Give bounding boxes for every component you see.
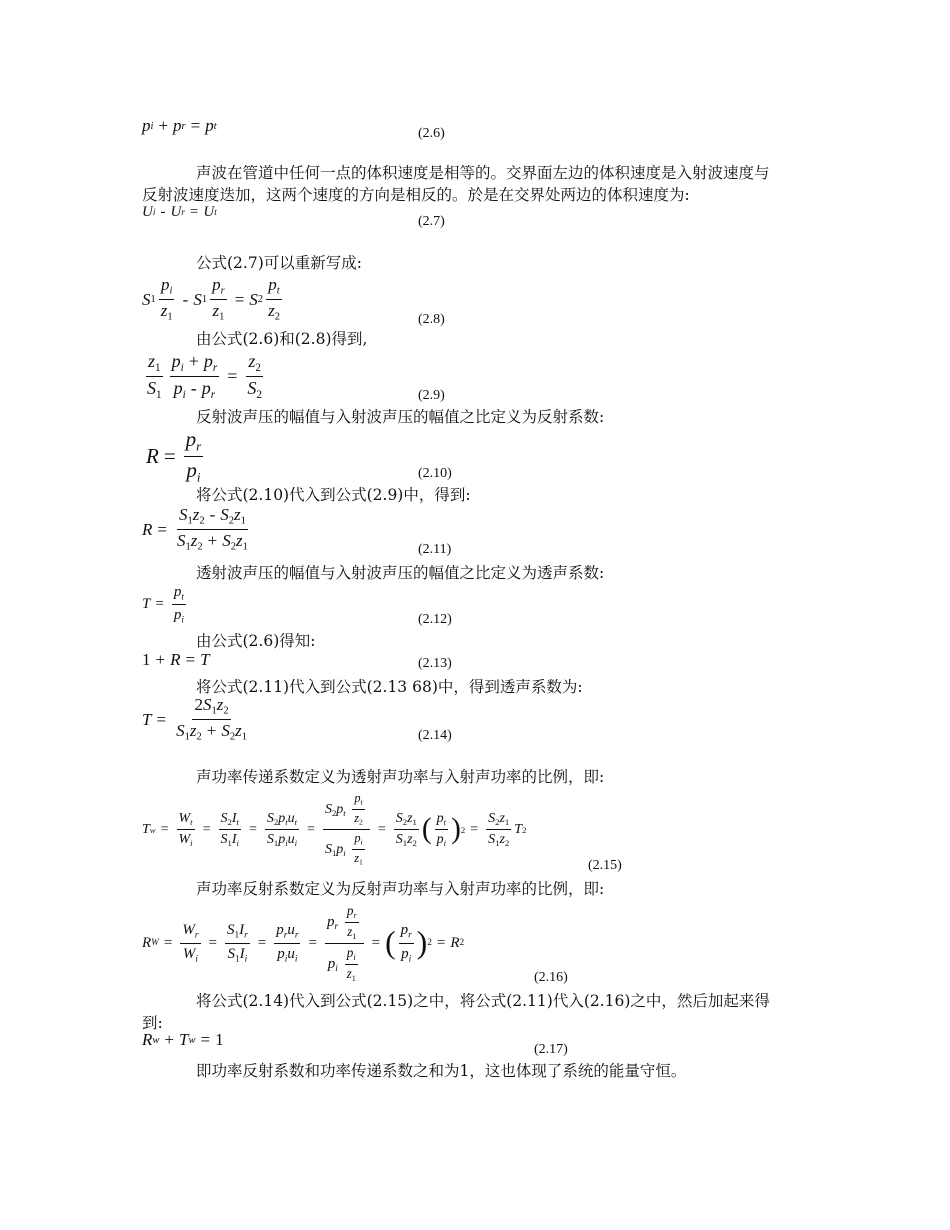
equation-number: (2.9) xyxy=(418,388,445,403)
paragraph-text: 透射波声压的幅值与入射波声压的幅值之比定义为透声系数: xyxy=(196,564,605,582)
paragraph-text: 即功率反射系数和功率传递系数之和为1，这也体现了系统的能量守恒。 xyxy=(196,1062,687,1080)
equation-number: (2.7) xyxy=(418,214,445,229)
equation-2-7: U i - U r = U t xyxy=(142,204,217,220)
equation-number: (2.15) xyxy=(588,858,622,873)
equation-2-11: R = $\frac{S_1z_2 - S_2z_1}{S_1z_2 + S_2z_1}$ xyxy=(142,505,248,553)
paragraph-text: 将公式(2.11)代入到公式(2.13 68)中，得到透声系数为: xyxy=(196,678,583,696)
equation-2-15: T w = $\frac{W_t}{W_i}$ = $\frac{S_2I_t}{S_1I_i}$ = $\frac{S_2p_tu_t}{S_1p_iu_i}$ = $S_2p_t$ $\frac{p_t}{z_2}$ $S_1p_i$ $\frac{p_i}{z_1}$ = $\frac{S_2z_1}{S_1z_2}$ ( $\frac{p_t}{p_i}$ ) 2 = $\frac{S_2z_1}{S_1z_2}$ T 2 xyxy=(142,791,527,867)
equation-number: (2.13) xyxy=(418,656,452,671)
equation-number: (2.10) xyxy=(418,466,452,481)
equation-number: (2.11) xyxy=(418,542,452,557)
equation-number: (2.8) xyxy=(418,312,445,327)
paragraph-text: 公式(2.7)可以重新写成: xyxy=(196,254,362,272)
paragraph-text: 将公式(2.10)代入到公式(2.9)中，得到: xyxy=(196,486,471,504)
equation-number: (2.16) xyxy=(534,970,568,985)
paragraph-text: 到: xyxy=(142,1014,163,1032)
equation-number: (2.14) xyxy=(418,728,452,743)
equation-2-9: $\frac{z_1}{S_1}$ $\frac{p_i + p_r}{p_i - p_r}$ = $\frac{z_2}{S_2}$ xyxy=(147,351,262,402)
equation-2-12: T = $\frac{p_t}{p_i}$ xyxy=(142,584,184,626)
equation-2-16: R W = $\frac{W_r}{W_i}$ = $\frac{S_1I_r}{S_1I_i}$ = $\frac{p_ru_r}{p_iu_i}$ = $p_r$ $\frac{p_r}{z_1}$ $p_i$ $\frac{p_i}{z_1}$ = ( $\frac{p_r}{p_i}$ ) 2 = R 2 xyxy=(142,903,465,983)
paragraph-text: 声波在管道中任何一点的体积速度是相等的。交界面左边的体积速度是入射波速度与 xyxy=(196,164,770,182)
paragraph-text: 反射波声压的幅值与入射波声压的幅值之比定义为反射系数: xyxy=(196,408,605,426)
paragraph-text: 反射波速度迭加，这两个速度的方向是相反的。於是在交界处两边的体积速度为: xyxy=(142,186,690,204)
equation-number: (2.6) xyxy=(418,126,445,141)
equation-2-17: R w + T w = 1 xyxy=(142,1030,224,1049)
paragraph-text: 由公式(2.6)得知: xyxy=(196,632,316,650)
equation-number: (2.17) xyxy=(534,1042,568,1057)
paragraph-text: 由公式(2.6)和(2.8)得到, xyxy=(196,330,368,348)
equation-2-13: 1 + R = T xyxy=(142,650,210,669)
equation-2-6: p i + p r = p t xyxy=(142,116,217,135)
equation-2-10: R = $\frac{p_r}{p_i}$ xyxy=(146,427,202,485)
equation-number: (2.12) xyxy=(418,612,452,627)
paragraph-text: 声功率传递系数定义为透射声功率与入射声功率的比例，即: xyxy=(196,768,605,786)
equation-2-14: T = $\frac{2S_1z_2}{S_1z_2 + S_2z_1}$ xyxy=(142,695,247,743)
paragraph-text: 将公式(2.14)代入到公式(2.15)之中，将公式(2.11)代入(2.16)之中，然后加起来得 xyxy=(196,992,770,1010)
equation-2-8: S 1 $\frac{p_i}{z_1}$ - S 1 $\frac{p_r}{z_1}$ = S 2 $\frac{p_t}{z_2}$ xyxy=(142,275,280,323)
paragraph-text: 声功率反射系数定义为反射声功率与入射声功率的比例，即: xyxy=(196,880,605,898)
